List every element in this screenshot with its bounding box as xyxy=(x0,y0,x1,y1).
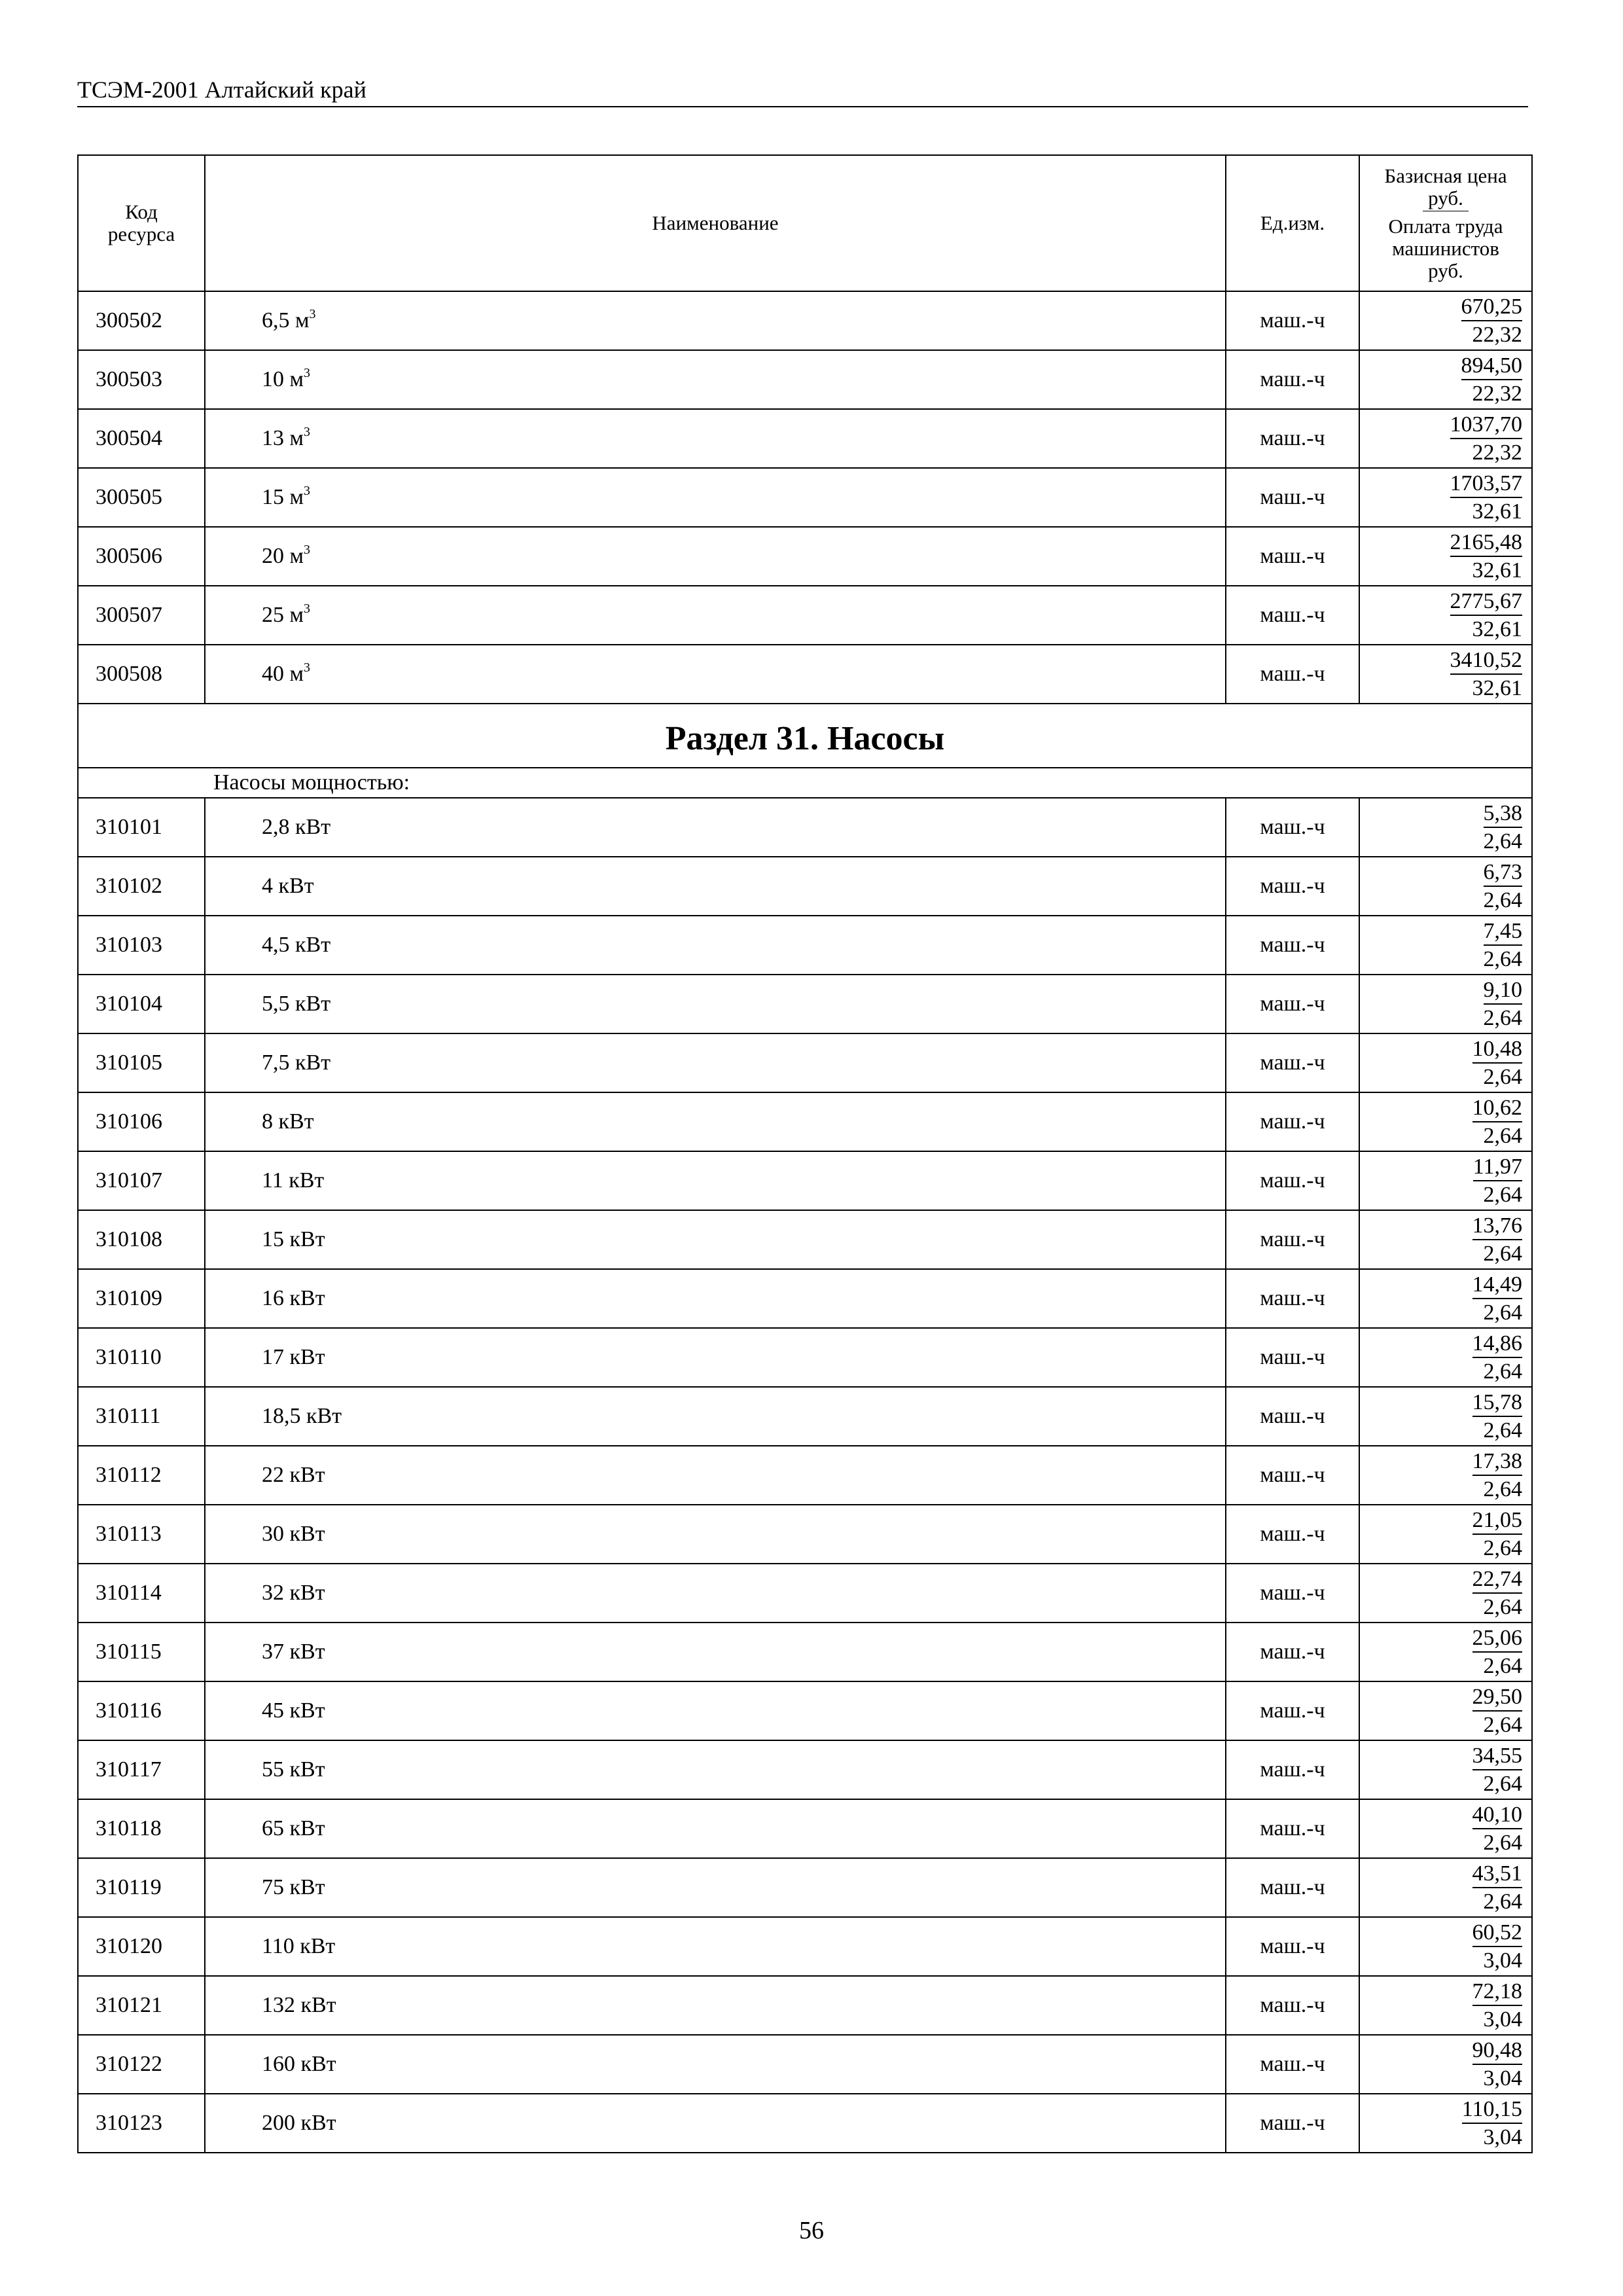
resource-name: 110 кВт xyxy=(262,1934,336,1958)
resource-code: 300508 xyxy=(78,645,205,704)
operator-labor-cost: 32,61 xyxy=(1472,558,1522,583)
unit-superscript: 3 xyxy=(304,425,311,439)
resource-name-cell xyxy=(205,586,1226,645)
table-row xyxy=(78,975,1532,1033)
operator-labor-cost: 2,64 xyxy=(1483,1006,1522,1030)
table-row xyxy=(78,1387,1532,1446)
base-price: 11,97 xyxy=(1473,1153,1522,1181)
resource-name: 200 кВт xyxy=(262,2111,336,2135)
table-row xyxy=(78,1269,1532,1328)
table-row xyxy=(78,2094,1532,2153)
price-cell xyxy=(1359,2035,1532,2094)
price-fraction xyxy=(1472,1683,1523,1738)
resource-code: 310108 xyxy=(78,1210,205,1269)
resource-name-cell xyxy=(205,1151,1226,1210)
section-title: Раздел 31. Насосы xyxy=(78,704,1532,768)
resource-name-cell xyxy=(205,1740,1226,1799)
table-row xyxy=(78,291,1532,350)
resource-name: 30 кВт xyxy=(262,1522,325,1546)
resource-name: 7,5 кВт xyxy=(262,1050,331,1075)
resource-name-cell xyxy=(205,291,1226,350)
table-row xyxy=(78,1151,1532,1210)
table-row xyxy=(78,1623,1532,1681)
operator-labor-cost: 2,64 xyxy=(1483,1890,1522,1914)
price-cell xyxy=(1359,291,1532,350)
price-cell xyxy=(1359,1681,1532,1740)
resource-name-cell xyxy=(205,1446,1226,1505)
price-cell xyxy=(1359,1328,1532,1387)
resource-unit: маш.-ч xyxy=(1226,1269,1359,1328)
base-price: 6,73 xyxy=(1484,859,1523,887)
resource-code: 310113 xyxy=(78,1505,205,1564)
resource-code: 310115 xyxy=(78,1623,205,1681)
operator-labor-cost: 2,64 xyxy=(1483,1242,1522,1266)
resource-name: 2,8 кВт xyxy=(262,815,331,839)
resource-unit: маш.-ч xyxy=(1226,798,1359,857)
price-cell xyxy=(1359,857,1532,916)
table-row xyxy=(78,1210,1532,1269)
resource-name: 4,5 кВт xyxy=(262,933,331,957)
unit-superscript: 3 xyxy=(304,543,311,557)
price-fraction xyxy=(1472,1978,1523,2033)
price-cell xyxy=(1359,798,1532,857)
price-fraction xyxy=(1472,1448,1523,1503)
resource-code: 310107 xyxy=(78,1151,205,1210)
resource-unit: маш.-ч xyxy=(1226,2094,1359,2153)
table-row xyxy=(78,1564,1532,1623)
resource-code: 300503 xyxy=(78,350,205,409)
operator-labor-cost: 32,61 xyxy=(1472,499,1522,524)
resource-unit: маш.-ч xyxy=(1226,1858,1359,1917)
operator-labor-cost: 22,32 xyxy=(1472,440,1522,465)
resource-code: 310110 xyxy=(78,1328,205,1387)
price-cell xyxy=(1359,1858,1532,1917)
base-price: 40,10 xyxy=(1472,1801,1523,1829)
base-price: 670,25 xyxy=(1461,293,1523,321)
resource-code: 310105 xyxy=(78,1033,205,1092)
resource-name-cell xyxy=(205,2035,1226,2094)
resource-code: 300502 xyxy=(78,291,205,350)
price-cell xyxy=(1359,527,1532,586)
operator-labor-cost: 2,64 xyxy=(1483,1772,1522,1796)
resource-name-cell xyxy=(205,1033,1226,1092)
resource-name: 15 м xyxy=(262,485,304,509)
price-fraction xyxy=(1461,352,1523,407)
resource-code: 300506 xyxy=(78,527,205,586)
resource-name: 132 кВт xyxy=(262,1993,336,2017)
price-fraction xyxy=(1472,1389,1523,1444)
resource-name-cell xyxy=(205,1564,1226,1623)
table-row xyxy=(78,1033,1532,1092)
resource-name-cell xyxy=(205,857,1226,916)
resource-name-cell xyxy=(205,975,1226,1033)
price-fraction xyxy=(1450,588,1523,643)
resource-name: 15 кВт xyxy=(262,1227,325,1251)
table-row xyxy=(78,1799,1532,1858)
table-row xyxy=(78,798,1532,857)
price-cell xyxy=(1359,1210,1532,1269)
table-row xyxy=(78,1740,1532,1799)
price-cell xyxy=(1359,586,1532,645)
resource-name: 18,5 кВт xyxy=(262,1404,342,1428)
resource-name: 40 м xyxy=(262,662,304,686)
base-price: 2165,48 xyxy=(1450,529,1523,557)
price-cell xyxy=(1359,350,1532,409)
resource-unit: маш.-ч xyxy=(1226,645,1359,704)
resource-name: 45 кВт xyxy=(262,1698,325,1723)
unit-superscript: 3 xyxy=(304,601,311,616)
resource-name: 55 кВт xyxy=(262,1757,325,1782)
resource-name-cell xyxy=(205,1681,1226,1740)
table-header-row xyxy=(78,155,1532,291)
table-row xyxy=(78,645,1532,704)
resource-code: 310106 xyxy=(78,1092,205,1151)
resource-name-cell xyxy=(205,916,1226,975)
base-price: 1037,70 xyxy=(1450,411,1523,439)
operator-labor-cost: 22,32 xyxy=(1472,382,1522,406)
base-price: 14,86 xyxy=(1472,1330,1523,1358)
table-row xyxy=(78,2035,1532,2094)
operator-labor-cost: 2,64 xyxy=(1483,1183,1522,1207)
resource-code: 310121 xyxy=(78,1976,205,2035)
resource-code: 310122 xyxy=(78,2035,205,2094)
base-price: 10,48 xyxy=(1472,1035,1523,1064)
base-price: 29,50 xyxy=(1472,1683,1523,1712)
section-subtitle: Насосы мощностью: xyxy=(78,768,1532,798)
resource-code: 310104 xyxy=(78,975,205,1033)
base-price: 110,15 xyxy=(1462,2096,1522,2124)
operator-labor-cost: 2,64 xyxy=(1483,1713,1522,1737)
base-price: 894,50 xyxy=(1461,352,1523,380)
table-row xyxy=(78,468,1532,527)
base-price: 22,74 xyxy=(1472,1566,1523,1594)
price-cell xyxy=(1359,1092,1532,1151)
resource-code: 310119 xyxy=(78,1858,205,1917)
price-cell xyxy=(1359,1505,1532,1564)
resource-unit: маш.-ч xyxy=(1226,1092,1359,1151)
price-fraction xyxy=(1484,800,1523,855)
base-price: 34,55 xyxy=(1472,1742,1523,1770)
price-cell xyxy=(1359,1917,1532,1976)
section-subtitle-row xyxy=(78,768,1532,798)
document-title: ТСЭМ-2001 Алтайский край xyxy=(77,77,366,103)
resource-name: 10 м xyxy=(262,367,304,391)
table-row xyxy=(78,1858,1532,1917)
resource-name-cell xyxy=(205,1269,1226,1328)
operator-labor-cost: 2,64 xyxy=(1483,1300,1522,1325)
base-price: 17,38 xyxy=(1472,1448,1523,1476)
resource-unit: маш.-ч xyxy=(1226,1033,1359,1092)
resource-code: 310111 xyxy=(78,1387,205,1446)
base-price: 90,48 xyxy=(1472,2037,1523,2065)
resource-name: 5,5 кВт xyxy=(262,992,331,1016)
operator-labor-cost: 3,04 xyxy=(1483,2125,1522,2149)
price-fraction xyxy=(1484,918,1523,973)
operator-labor-cost: 2,64 xyxy=(1483,1418,1522,1443)
base-price: 72,18 xyxy=(1472,1978,1523,2006)
resource-unit: маш.-ч xyxy=(1226,1623,1359,1681)
operator-labor-cost: 32,61 xyxy=(1472,617,1522,641)
price-cell xyxy=(1359,468,1532,527)
resource-name-cell xyxy=(205,527,1226,586)
column-header-unit: Ед.изм. xyxy=(1226,155,1359,291)
price-cell xyxy=(1359,409,1532,468)
table-row xyxy=(78,409,1532,468)
resource-unit: маш.-ч xyxy=(1226,1387,1359,1446)
resource-unit: маш.-ч xyxy=(1226,975,1359,1033)
base-price: 14,49 xyxy=(1472,1271,1523,1299)
resource-unit: маш.-ч xyxy=(1226,527,1359,586)
resource-unit: маш.-ч xyxy=(1226,1446,1359,1505)
base-price: 7,45 xyxy=(1484,918,1523,946)
price-fraction xyxy=(1472,1330,1523,1385)
price-fraction xyxy=(1450,529,1523,584)
operator-labor-cost: 2,64 xyxy=(1483,1654,1522,1678)
unit-superscript: 3 xyxy=(304,484,311,498)
base-price: 25,06 xyxy=(1472,1624,1523,1653)
resource-unit: маш.-ч xyxy=(1226,2035,1359,2094)
price-fraction xyxy=(1462,2096,1522,2151)
column-header-price xyxy=(1359,155,1532,291)
resource-name: 6,5 м xyxy=(262,308,310,332)
operator-labor-cost: 2,64 xyxy=(1483,1831,1522,1855)
resource-name: 4 кВт xyxy=(262,874,314,898)
resource-name: 75 кВт xyxy=(262,1875,325,1899)
resource-code: 310103 xyxy=(78,916,205,975)
resource-name-cell xyxy=(205,1328,1226,1387)
resource-unit: маш.-ч xyxy=(1226,1681,1359,1740)
resource-name-cell xyxy=(205,409,1226,468)
resource-name: 17 кВт xyxy=(262,1345,325,1369)
resource-unit: маш.-ч xyxy=(1226,857,1359,916)
resource-price-table xyxy=(77,154,1533,2153)
base-price: 43,51 xyxy=(1472,1860,1523,1888)
resource-name-cell xyxy=(205,1505,1226,1564)
resource-unit: маш.-ч xyxy=(1226,1564,1359,1623)
price-fraction xyxy=(1472,2037,1523,2092)
unit-superscript: 3 xyxy=(304,366,311,380)
resource-name: 8 кВт xyxy=(262,1109,314,1134)
base-price: 3410,52 xyxy=(1450,647,1523,675)
base-price: 1703,57 xyxy=(1450,470,1523,498)
price-fraction xyxy=(1472,1801,1523,1856)
resource-code: 310102 xyxy=(78,857,205,916)
resource-code: 300504 xyxy=(78,409,205,468)
price-cell xyxy=(1359,975,1532,1033)
price-fraction xyxy=(1472,1035,1523,1090)
price-cell xyxy=(1359,1446,1532,1505)
resource-name: 65 кВт xyxy=(262,1816,325,1840)
price-cell xyxy=(1359,1033,1532,1092)
resource-unit: маш.-ч xyxy=(1226,1328,1359,1387)
column-header-price-top: Базисная цена руб. xyxy=(1384,164,1507,209)
resource-unit: маш.-ч xyxy=(1226,1505,1359,1564)
unit-superscript: 3 xyxy=(304,660,311,675)
price-fraction xyxy=(1472,1742,1523,1797)
price-fraction xyxy=(1473,1153,1522,1208)
base-price: 5,38 xyxy=(1484,800,1523,828)
base-price: 13,76 xyxy=(1472,1212,1523,1240)
operator-labor-cost: 3,04 xyxy=(1483,2007,1522,2032)
price-fraction xyxy=(1472,1566,1523,1621)
price-fraction xyxy=(1472,1860,1523,1915)
price-cell xyxy=(1359,2094,1532,2153)
price-fraction xyxy=(1484,859,1523,914)
table-row xyxy=(78,586,1532,645)
base-price: 21,05 xyxy=(1472,1507,1523,1535)
table-row xyxy=(78,1446,1532,1505)
price-cell xyxy=(1359,1387,1532,1446)
resource-name: 22 кВт xyxy=(262,1463,325,1487)
operator-labor-cost: 2,64 xyxy=(1483,1359,1522,1384)
resource-name-cell xyxy=(205,468,1226,527)
resource-name: 13 м xyxy=(262,426,304,450)
resource-unit: маш.-ч xyxy=(1226,1151,1359,1210)
section-title-row xyxy=(78,704,1532,768)
resource-unit: маш.-ч xyxy=(1226,468,1359,527)
price-fraction xyxy=(1450,470,1523,525)
table-row xyxy=(78,1917,1532,1976)
resource-unit: маш.-ч xyxy=(1226,291,1359,350)
operator-labor-cost: 2,64 xyxy=(1483,1595,1522,1619)
document-header xyxy=(77,73,1528,107)
price-fraction xyxy=(1472,1507,1523,1562)
base-price: 60,52 xyxy=(1472,1919,1523,1947)
resource-unit: маш.-ч xyxy=(1226,1210,1359,1269)
operator-labor-cost: 22,32 xyxy=(1472,323,1522,347)
resource-name: 37 кВт xyxy=(262,1640,325,1664)
operator-labor-cost: 2,64 xyxy=(1483,888,1522,912)
resource-unit: маш.-ч xyxy=(1226,916,1359,975)
resource-unit: маш.-ч xyxy=(1226,1799,1359,1858)
resource-name: 20 м xyxy=(262,544,304,568)
resource-name: 32 кВт xyxy=(262,1581,325,1605)
price-cell xyxy=(1359,1151,1532,1210)
resource-unit: маш.-ч xyxy=(1226,1976,1359,2035)
price-cell xyxy=(1359,1564,1532,1623)
resource-name-cell xyxy=(205,350,1226,409)
resource-unit: маш.-ч xyxy=(1226,350,1359,409)
resource-name: 11 кВт xyxy=(262,1168,325,1193)
table-row xyxy=(78,1092,1532,1151)
resource-name-cell xyxy=(205,1917,1226,1976)
resource-code: 300507 xyxy=(78,586,205,645)
column-header-name: Наименование xyxy=(205,155,1226,291)
resource-code: 310101 xyxy=(78,798,205,857)
table-row xyxy=(78,857,1532,916)
resource-code: 310109 xyxy=(78,1269,205,1328)
resource-code: 310112 xyxy=(78,1446,205,1505)
page-number: 56 xyxy=(799,2217,824,2244)
resource-name-cell xyxy=(205,1799,1226,1858)
table-row xyxy=(78,916,1532,975)
operator-labor-cost: 2,64 xyxy=(1483,947,1522,971)
resource-name-cell xyxy=(205,1623,1226,1681)
table-row xyxy=(78,1505,1532,1564)
resource-name-cell xyxy=(205,798,1226,857)
resource-name-cell xyxy=(205,1976,1226,2035)
price-fraction xyxy=(1450,411,1523,466)
resource-name-cell xyxy=(205,645,1226,704)
resource-name: 25 м xyxy=(262,603,304,627)
resource-unit: маш.-ч xyxy=(1226,1740,1359,1799)
resource-code: 310117 xyxy=(78,1740,205,1799)
operator-labor-cost: 32,61 xyxy=(1472,676,1522,700)
resource-code: 300505 xyxy=(78,468,205,527)
price-fraction xyxy=(1450,647,1523,702)
base-price: 15,78 xyxy=(1472,1389,1523,1417)
table-row xyxy=(78,1976,1532,2035)
resource-unit: маш.-ч xyxy=(1226,1917,1359,1976)
table-row xyxy=(78,1681,1532,1740)
resource-code: 310123 xyxy=(78,2094,205,2153)
resource-name-cell xyxy=(205,2094,1226,2153)
table-row xyxy=(78,350,1532,409)
price-fraction xyxy=(1472,1624,1523,1679)
column-header-code: Код ресурса xyxy=(78,155,205,291)
price-cell xyxy=(1359,916,1532,975)
operator-labor-cost: 2,64 xyxy=(1483,1124,1522,1148)
resource-name-cell xyxy=(205,1858,1226,1917)
operator-labor-cost: 3,04 xyxy=(1483,1948,1522,1973)
operator-labor-cost: 2,64 xyxy=(1483,1477,1522,1501)
table-row xyxy=(78,1328,1532,1387)
price-cell xyxy=(1359,1740,1532,1799)
resource-code: 310120 xyxy=(78,1917,205,1976)
operator-labor-cost: 3,04 xyxy=(1483,2066,1522,2090)
price-fraction xyxy=(1461,293,1523,348)
resource-name-cell xyxy=(205,1387,1226,1446)
resource-name-cell xyxy=(205,1210,1226,1269)
resource-unit: маш.-ч xyxy=(1226,586,1359,645)
price-cell xyxy=(1359,645,1532,704)
base-price: 2775,67 xyxy=(1450,588,1523,616)
base-price: 10,62 xyxy=(1472,1094,1523,1122)
operator-labor-cost: 2,64 xyxy=(1483,1536,1522,1560)
operator-labor-cost: 2,64 xyxy=(1483,829,1522,853)
column-header-price-bottom: Оплата труда машинистов руб. xyxy=(1388,214,1503,282)
resource-name-cell xyxy=(205,1092,1226,1151)
table-row xyxy=(78,527,1532,586)
resource-code: 310116 xyxy=(78,1681,205,1740)
price-fraction xyxy=(1472,1094,1523,1149)
price-fraction xyxy=(1472,1212,1523,1267)
resource-code: 310114 xyxy=(78,1564,205,1623)
price-cell xyxy=(1359,1623,1532,1681)
price-cell xyxy=(1359,1976,1532,2035)
price-fraction xyxy=(1472,1919,1523,1974)
price-fraction xyxy=(1484,977,1523,1031)
price-fraction xyxy=(1472,1271,1523,1326)
resource-name: 16 кВт xyxy=(262,1286,325,1310)
unit-superscript: 3 xyxy=(309,307,316,321)
operator-labor-cost: 2,64 xyxy=(1483,1065,1522,1089)
resource-name: 160 кВт xyxy=(262,2052,336,2076)
resource-code: 310118 xyxy=(78,1799,205,1858)
price-cell xyxy=(1359,1799,1532,1858)
base-price: 9,10 xyxy=(1484,977,1523,1005)
price-cell xyxy=(1359,1269,1532,1328)
resource-unit: маш.-ч xyxy=(1226,409,1359,468)
